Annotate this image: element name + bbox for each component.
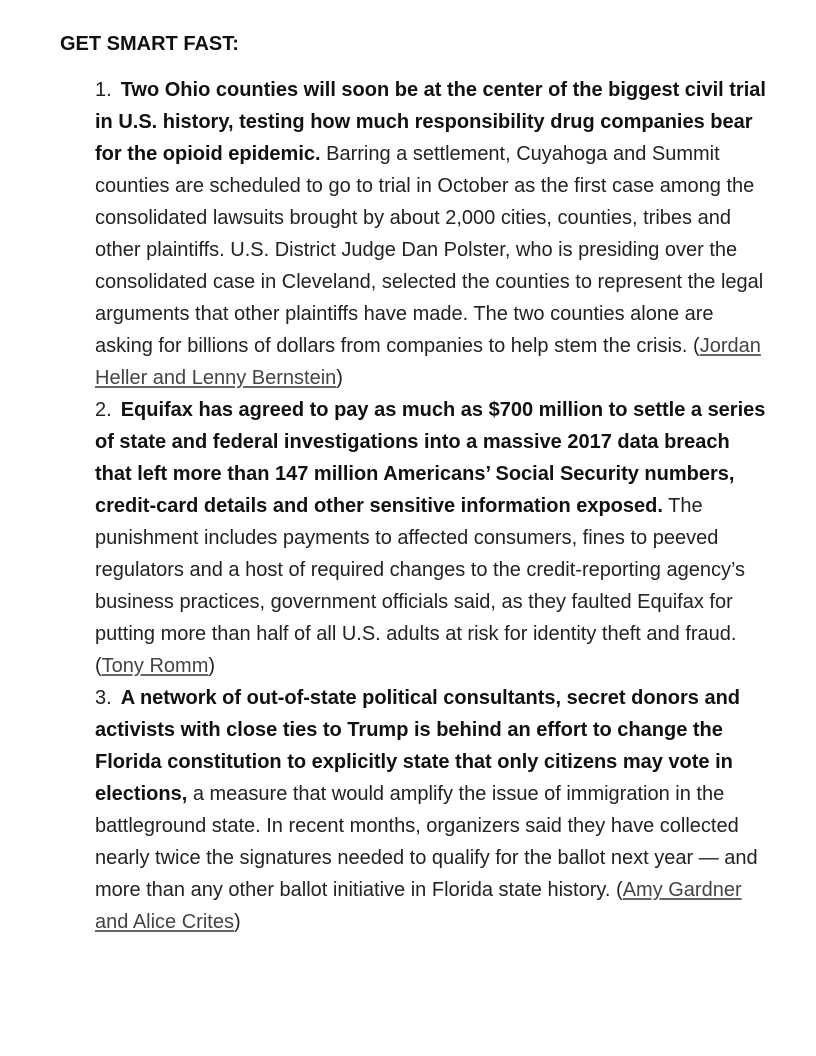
- byline-open-paren: (: [616, 879, 623, 901]
- story-number: 3.: [95, 687, 112, 709]
- byline-link[interactable]: Tony Romm: [101, 655, 209, 677]
- section-heading: GET SMART FAST:: [60, 33, 239, 55]
- story-headline: Equifax has agreed to pay as much as $700 million to settle a series of state and federal investigations into a massive 2017 data breach that left more than 147 million Americans’ Social Security numbers, credit-card details and other sensitive information exposed.: [95, 399, 766, 517]
- byline-link[interactable]: Jordan Heller and Lenny Bernstein: [95, 335, 761, 389]
- story-number: 1.: [95, 79, 112, 101]
- byline-close-paren: ): [336, 367, 343, 389]
- byline-open-paren: (: [95, 655, 102, 677]
- story-body: a measure that would amplify the issue of immigration in the battleground state. In recent months, organizers said they have collected nearly twice the signatures needed to qualify for the ballot next year — and more than any other ballot initiative in Florida state history.: [95, 783, 758, 901]
- byline-close-paren: ): [208, 655, 216, 677]
- story-list: [95, 74, 770, 938]
- story-body: The punishment includes payments to affected consumers, fines to peeved regulators and a host of required changes to the credit-reporting agency’s business practices, government officials said, as they faulted Equifax for putting more than half of all U.S. adults at risk for identity theft and fraud.: [95, 495, 746, 645]
- byline-link[interactable]: Amy Gardner and Alice Crites: [95, 879, 742, 933]
- story-item: [95, 74, 770, 394]
- story-item: [95, 682, 770, 938]
- story-body: Barring a settlement, Cuyahoga and Summit counties are scheduled to go to trial in October as the first case among the consolidated lawsuits brought by about 2,000 cities, counties, tribes and other plaintiffs. U.S. District Judge Dan Polster, who is presiding over the consolidated case in Cleveland, selected the counties to represent the legal arguments that other plaintiffs have made. The two counties alone are asking for billions of dollars from companies to help stem the crisis.: [95, 143, 764, 357]
- story-headline: Two Ohio counties will soon be at the center of the biggest civil trial in U.S. history, testing how much responsibility drug companies bear for the opioid epidemic.: [95, 79, 766, 165]
- story-number: 2.: [95, 399, 112, 421]
- byline-close-paren: ): [233, 911, 241, 933]
- byline-open-paren: (: [693, 335, 700, 357]
- story-headline: A network of out-of-state political consultants, secret donors and activists with close ties to Trump is behind an effort to change the Florida constitution to explicitly state that only citizens may vote in elections,: [95, 687, 741, 805]
- story-item: [95, 394, 770, 682]
